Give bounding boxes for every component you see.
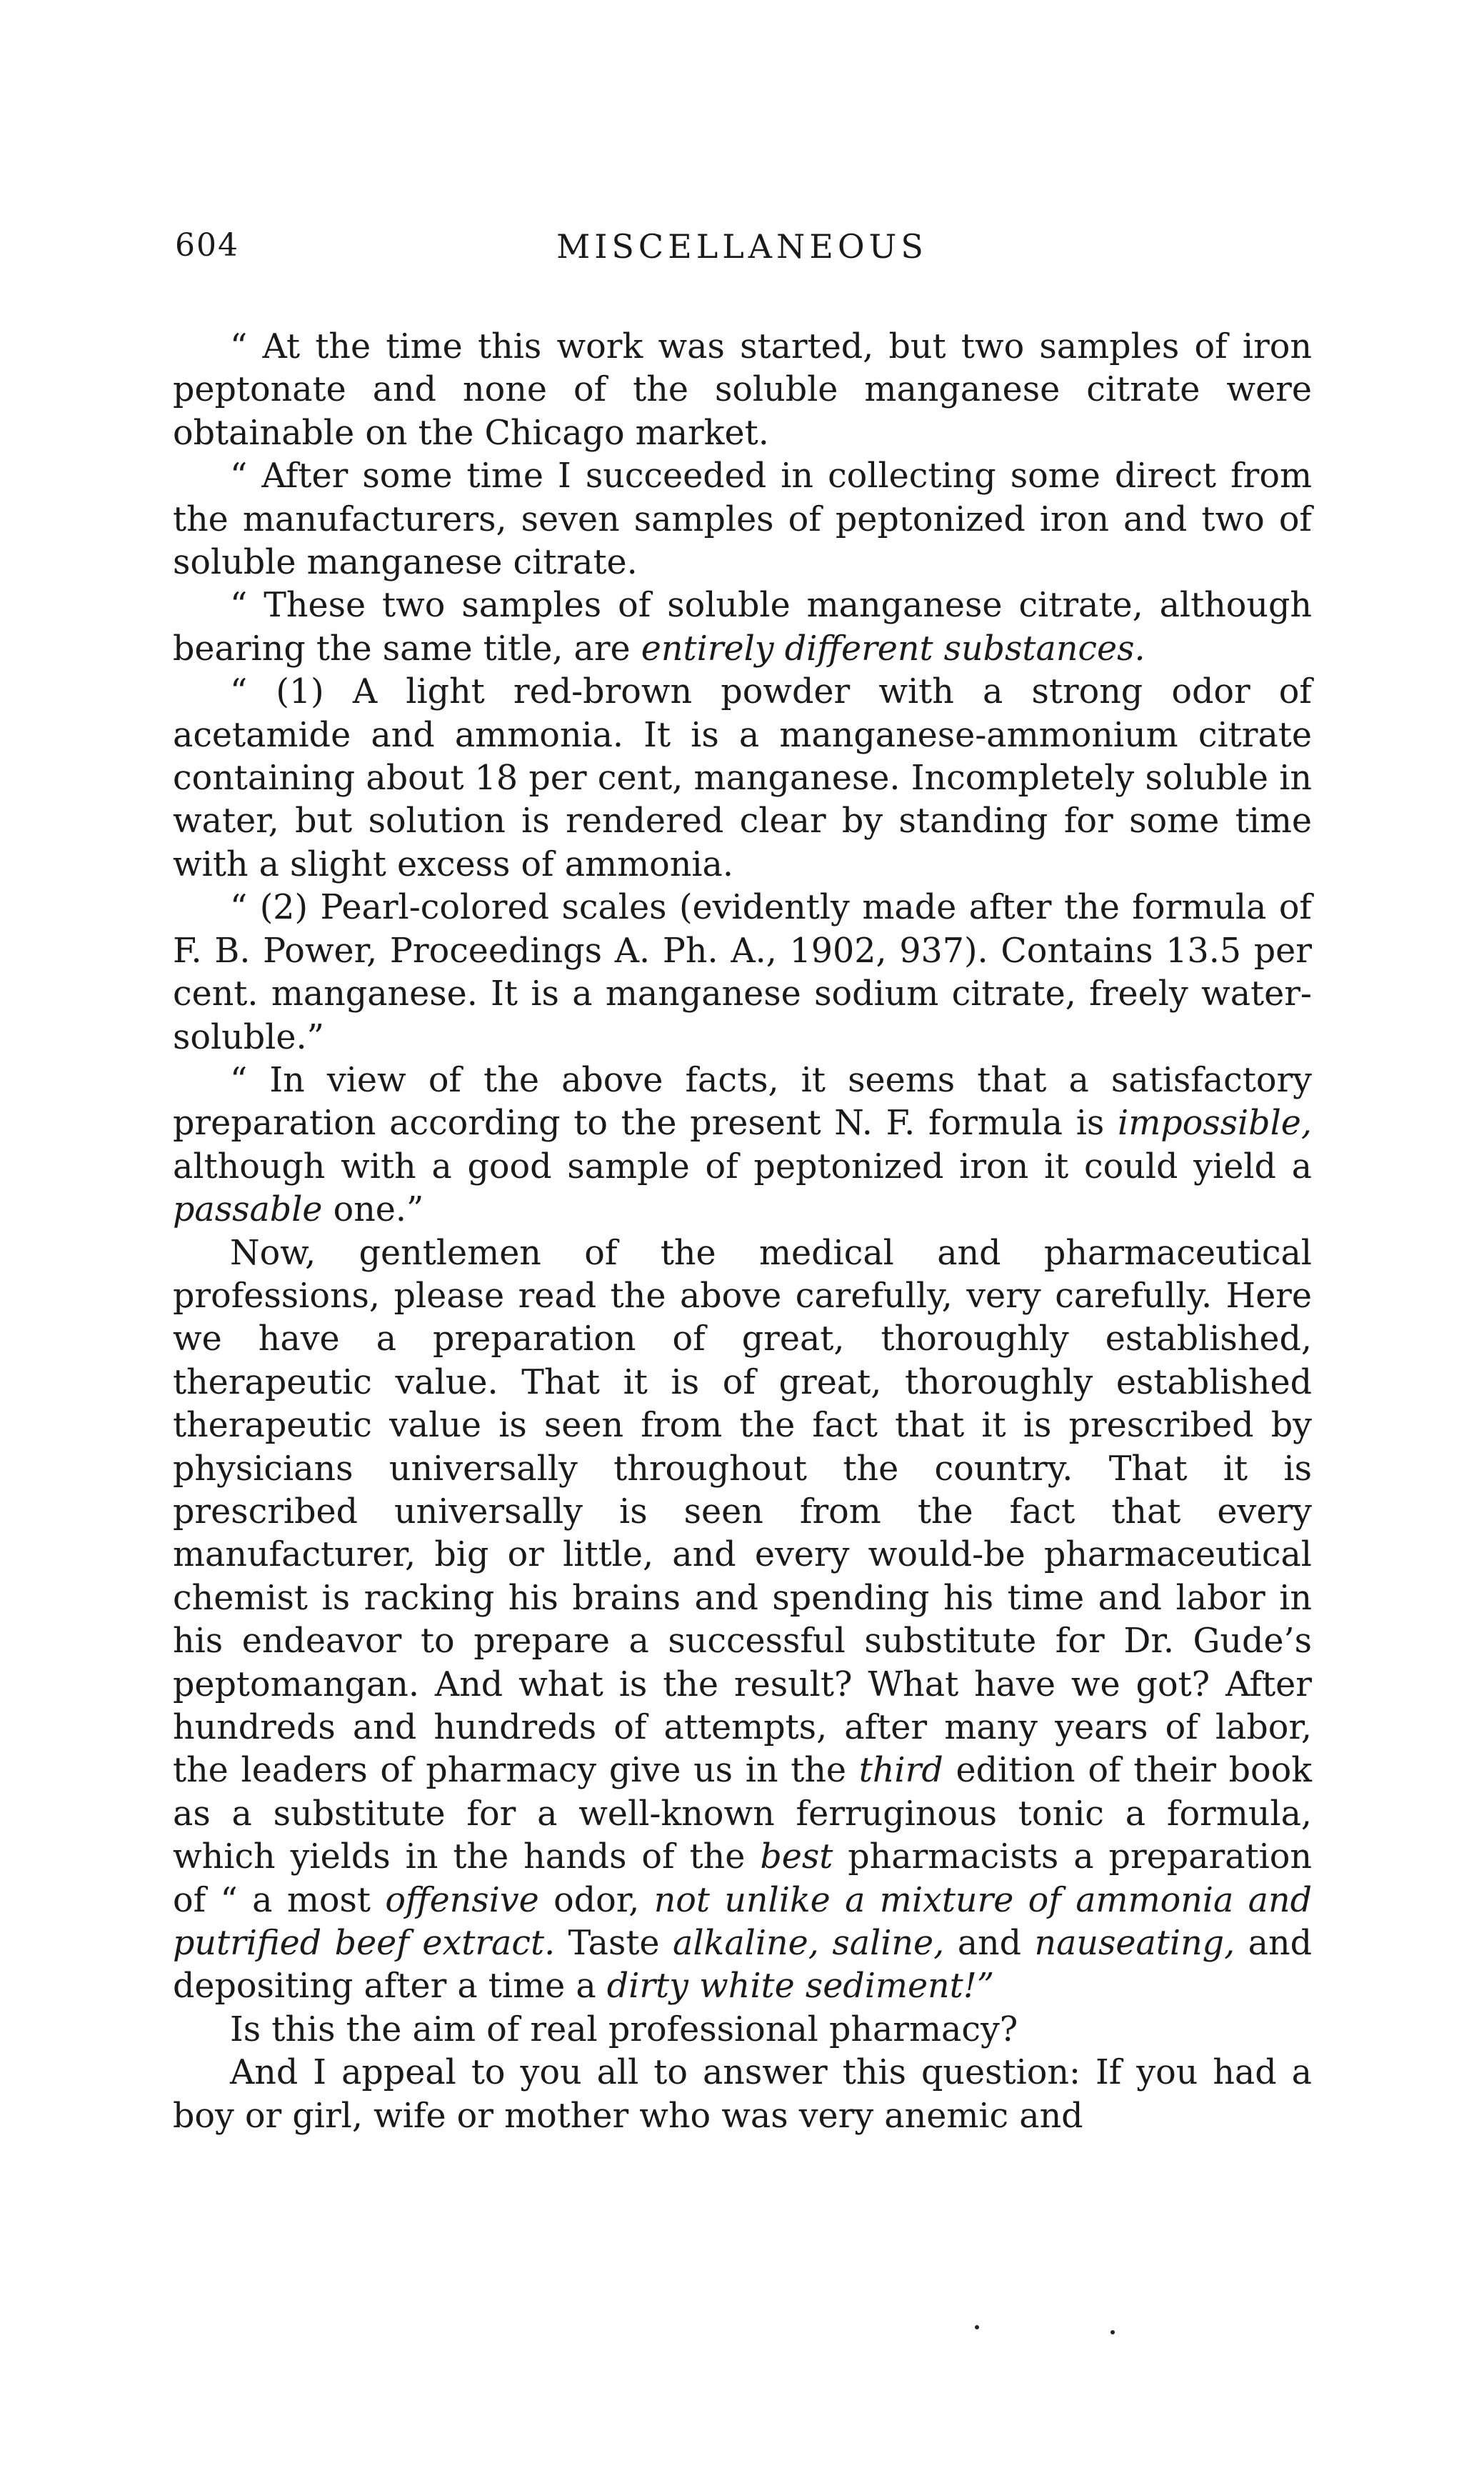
paragraph-5	[173, 886, 1312, 1059]
print-speck	[1111, 2330, 1115, 2334]
text-run: one.”	[322, 1190, 424, 1230]
italic-text-run: alkaline, saline,	[673, 1924, 945, 1964]
print-speck	[975, 2325, 979, 2329]
text-run: and depositing after a time a	[173, 1924, 1312, 2007]
paragraph-1	[173, 326, 1312, 455]
text-run: odor,	[538, 1880, 654, 1920]
running-head: MISCELLANEOUS	[556, 227, 928, 266]
text-run: “ After some time I succeeded in collecting some direct from the manufacturers, seven samples of peptonized iron and two of soluble manganese citrate.	[173, 456, 1312, 583]
text-run: Is this the aim of real professional pharmacy?	[230, 2009, 1018, 2049]
paragraph-7	[173, 1232, 1312, 2009]
italic-text-run: passable	[173, 1190, 323, 1230]
paragraph-3	[173, 584, 1312, 671]
text-run: “ (2) Pearl-colored scales (evidently made after the formula of F. B. Power, Proceedings A. Ph. A., 1902, 937). Contains 13.5 per cent. manganese. It is a manganese sodium citrate, freely water-soluble.”	[173, 888, 1312, 1057]
text-run: Taste	[555, 1924, 673, 1964]
page-header	[0, 227, 1484, 284]
paragraph-9	[173, 2052, 1312, 2138]
italic-text-run: nauseating,	[1034, 1924, 1235, 1964]
paragraph-8	[173, 2009, 1312, 2052]
text-run: pharmacists a preparation of “ a most	[173, 1837, 1312, 1920]
paragraph-6	[173, 1059, 1312, 1232]
italic-text-run: not unlike a mixture of ammonia and putrified beef extract.	[173, 1880, 1312, 1964]
paragraph-4	[173, 671, 1312, 886]
text-run: “ At the time this work was started, but two samples of iron peptonate and none of the soluble manganese citrate were obtainable on the Chicago market.	[173, 327, 1312, 453]
italic-text-run: impossible,	[1118, 1104, 1312, 1144]
italic-text-run: best	[760, 1837, 833, 1877]
text-run: “ (1) A light red-brown powder with a strong odor of acetamide and ammonia. It is a manganese-ammonium citrate containing about 18 per cent, manganese. Incompletely soluble in water, but solution is rendered clear by standing for some time with a slight excess of ammonia.	[173, 672, 1312, 884]
page-number: 604	[175, 227, 239, 264]
text-run: And I appeal to you all to answer this question: If you had a boy or girl, wife or mother who was very anemic and	[173, 2053, 1312, 2136]
text-run: and	[944, 1924, 1035, 1964]
body-text	[173, 326, 1312, 2138]
italic-text-run: entirely different substances.	[641, 629, 1145, 669]
italic-text-run: offensive	[385, 1880, 539, 1920]
text-run: Now, gentlemen of the medical and pharmaceutical professions, please read the above carefully, very carefully. Here we have a preparation of great, thoroughly established, therapeutic value. That it is of great, thoroughly established therapeutic value is seen from the fact that it is prescribed by physicians universally throughout the country. That it is prescribed universally is seen from the fact that every manufacturer, big or little, and every would-be pharmaceutical chemist is racking his brains and spending his time and labor in his endeavor to prepare a successful substitute for Dr. Gude’s peptomangan. And what is the result? What have we got? After hundreds and hundreds of attempts, after many years of labor, the leaders of pharmacy give us in the	[173, 1233, 1312, 1791]
text-run: “ These two samples of soluble manganese citrate, although bearing the same title, are	[173, 586, 1312, 669]
paragraph-2	[173, 455, 1312, 584]
text-run: although with a good sample of peptonized iron it could yield a	[173, 1146, 1312, 1186]
italic-text-run: third	[858, 1751, 943, 1791]
text-run: “ In view of the above facts, it seems that a satisfactory preparation according to the present N. F. formula is	[173, 1060, 1312, 1144]
text-run: edition of their book as a substitute for a well-known ferruginous tonic a formula, which yields in the hands of the	[173, 1751, 1313, 1877]
italic-text-run: dirty white sediment!”	[606, 1967, 995, 2007]
